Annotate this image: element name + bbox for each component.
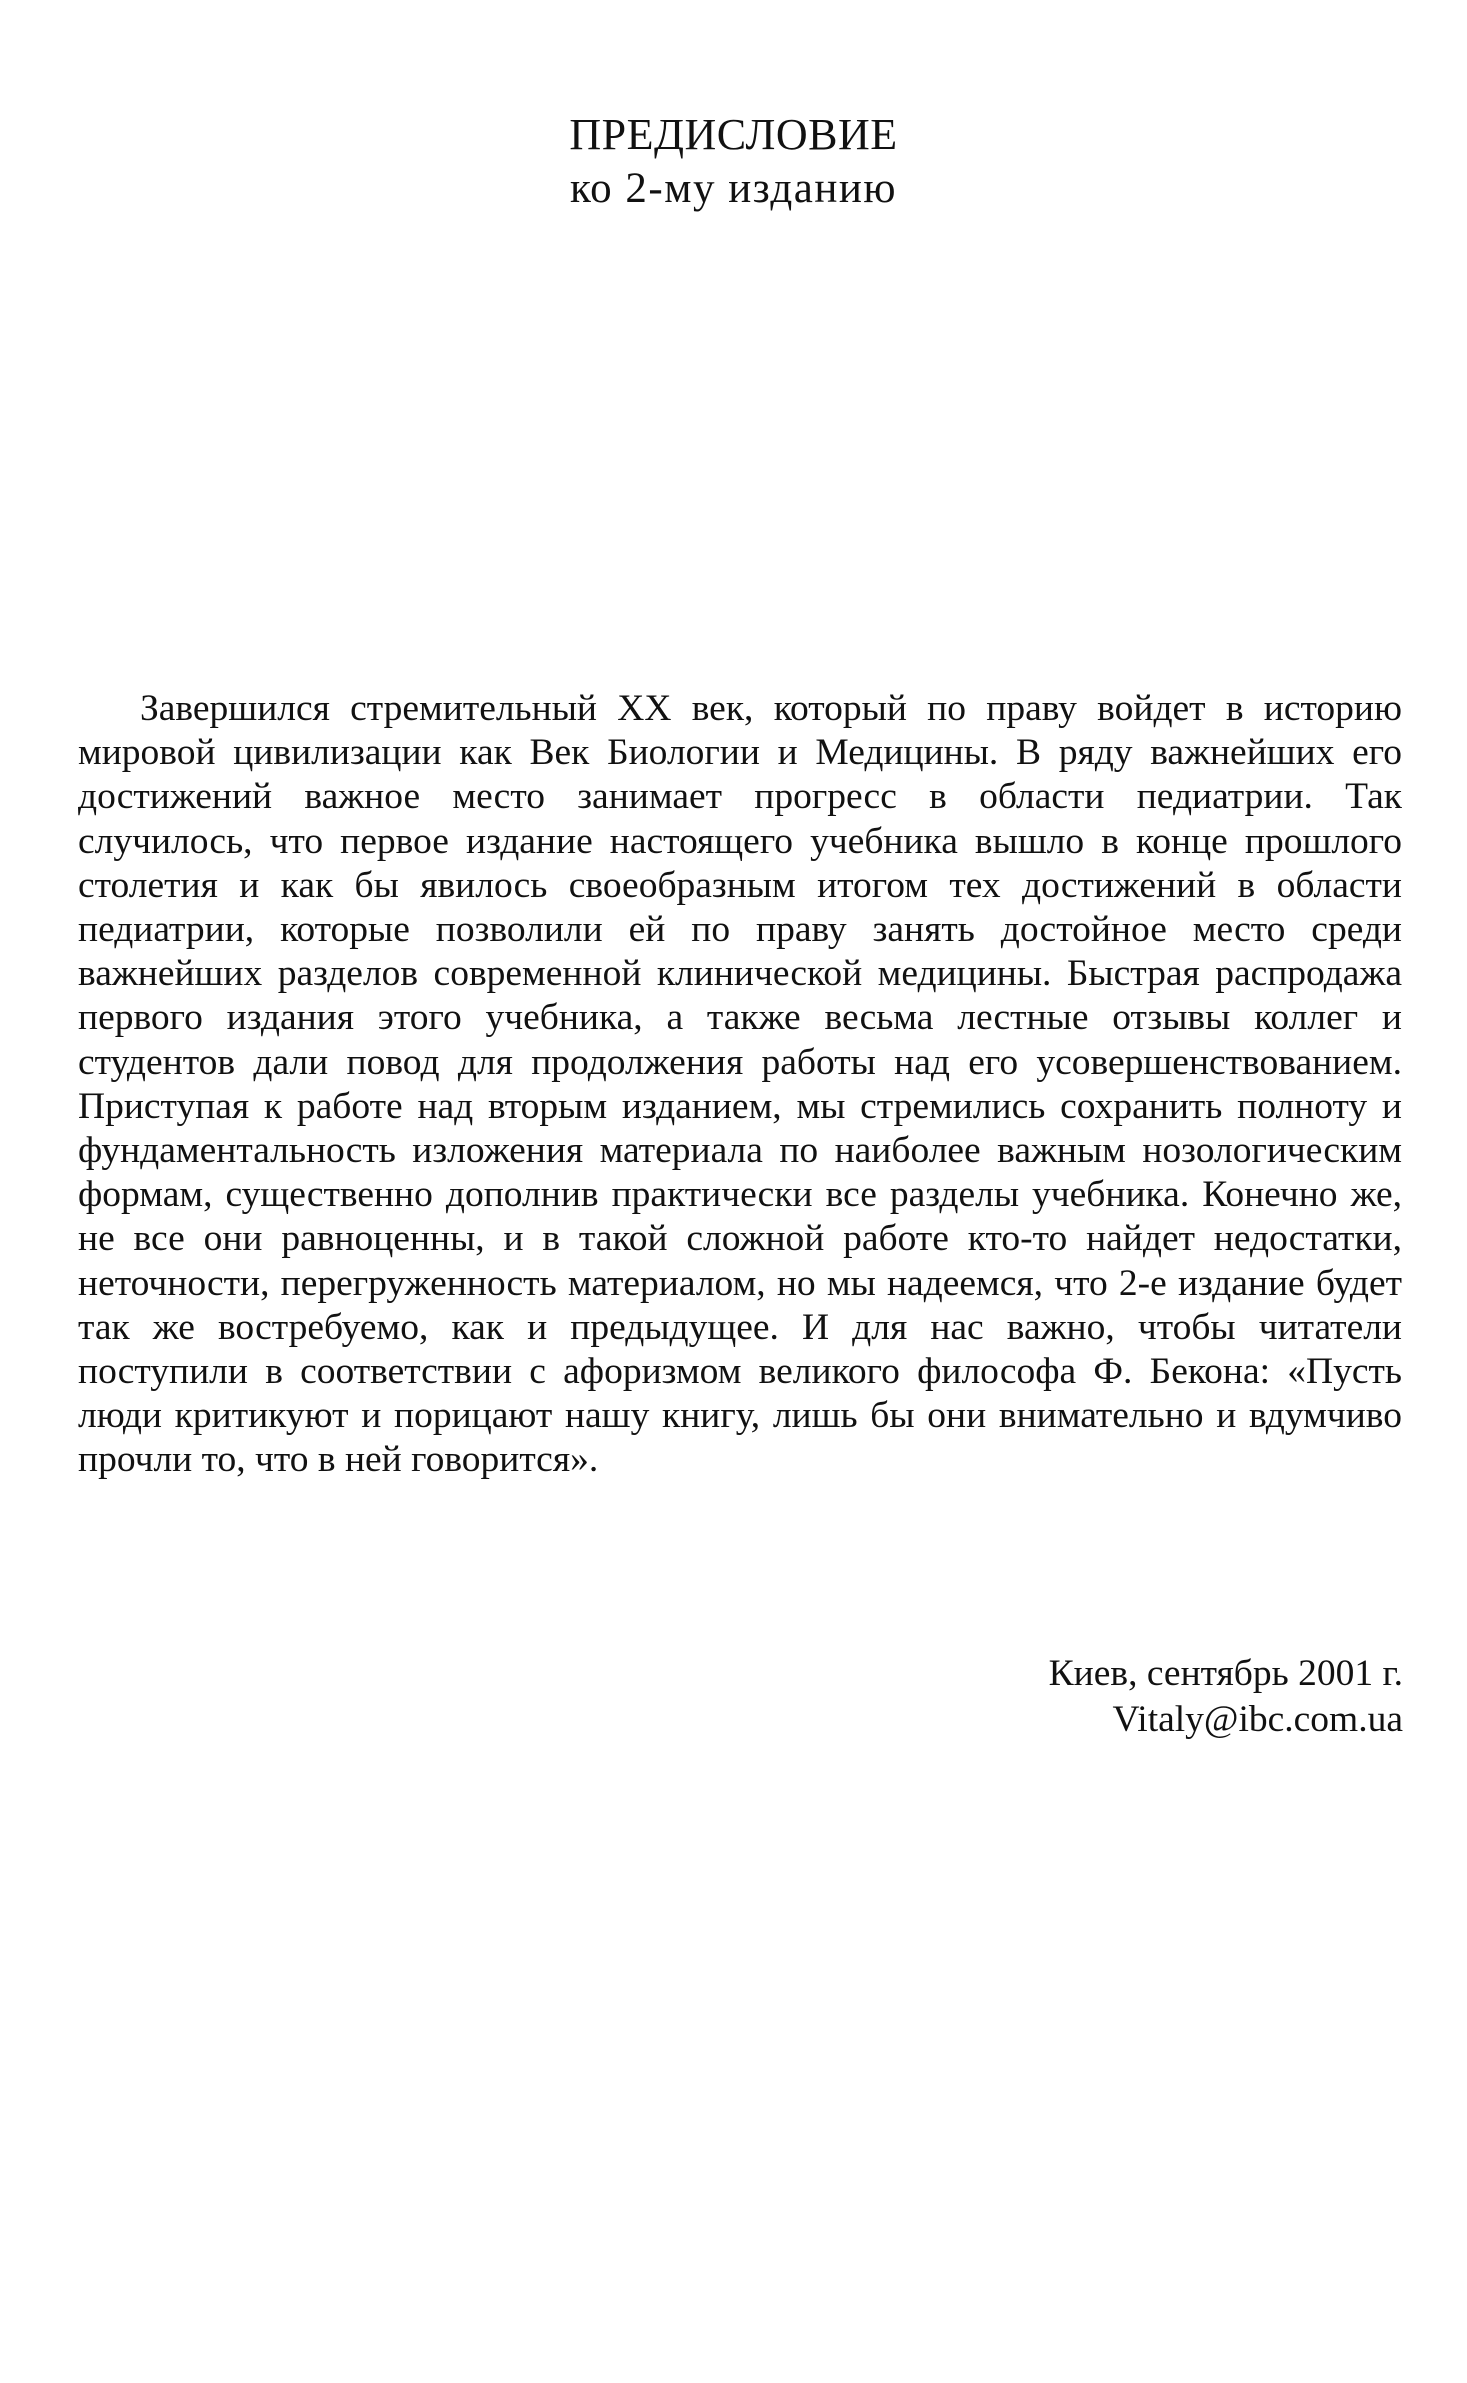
page-subtitle: ко 2-му изданию	[569, 165, 898, 212]
place-and-date: Киев, сентябрь 2001 г.	[1048, 1653, 1403, 1694]
preface-heading	[0, 108, 1467, 216]
preface-paragraph: Завершился стремительный XX век, который по праву войдет в историю мировой цивилизации как Век Биологии и Медицины. В ряду важнейших его достижений важное место занимает прогресс в области педиатрии. Так случилось, что первое издание настоящего учебника вышло в конце прошлого столетия и как бы явилось своеобразным итогом тех достижений в области педиатрии, которые позволили ей по праву занять достойное место среди важнейших разделов современной клинической медицины. Быстрая распродажа первого издания этого учебника, а также весьма лестные отзывы коллег и студентов дали повод для продолжения работы над его усовершенствованием. Приступая к работе над вторым изданием, мы стремились сохранить полноту и фундаментальность изложения материала по наиболее важным нозологическим формам, существенно дополнив практически все разделы учебника. Конечно же, не все они равноценны, и в такой сложной работе кто-то найдет недостатки, неточности, перегруженность материалом, но мы надеемся, что 2-е издание будет так же востребуемо, как и предыдущее. И для нас важно, чтобы читатели поступили в соответствии с афоризмом великого философа Ф. Бекона: «Пусть люди критикуют и порицают нашу книгу, лишь бы они внимательно и вдумчиво прочли то, что в ней говорится».	[78, 688, 1402, 1481]
page-title: ПРЕДИСЛОВИЕ	[569, 110, 898, 159]
signature-block	[1049, 1651, 1403, 1743]
author-email: Vitaly@ibc.com.ua	[1112, 1699, 1403, 1740]
